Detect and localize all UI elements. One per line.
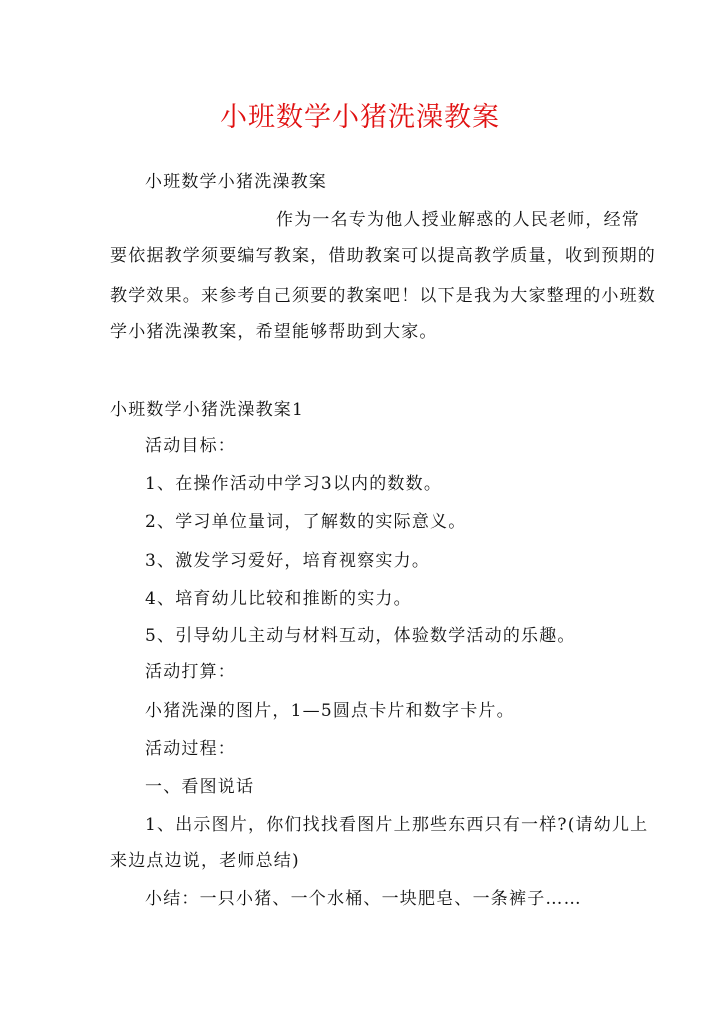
- intro-line-4: 学小猪洗澡教案，希望能够帮助到大家。: [110, 322, 438, 342]
- paragraph-line: 3、激发学习爱好，培育视察实力。: [145, 551, 431, 571]
- paragraph-line: 1、在操作活动中学习3以内的数数。: [145, 474, 443, 494]
- document-title: 小班数学小猪洗澡教案: [220, 102, 500, 133]
- paragraph-line: 2、学习单位量词，了解数的实际意义。: [145, 512, 467, 532]
- paragraph-line: 5、引导幼儿主动与材料互动，体验数学活动的乐趣。: [145, 626, 576, 646]
- paragraph-line: 小猪洗澡的图片，1—5圆点卡片和数字卡片。: [145, 701, 515, 721]
- section-heading: 小班数学小猪洗澡教案1: [110, 400, 305, 420]
- paragraph-line: 小结：一只小猪、一个水桶、一块肥皂、一条裤子……: [145, 889, 582, 909]
- intro-line-2: 要依据教学须要编写教案，借助教案可以提高教学质量，收到预期的: [110, 246, 656, 266]
- subtitle-line: 小班数学小猪洗澡教案: [145, 172, 327, 192]
- paragraph-line: 1、出示图片，你们找找看图片上那些东西只有一样?(请幼儿上: [145, 815, 649, 835]
- paragraph-line: 活动目标：: [145, 436, 236, 456]
- paragraph-line: 活动过程：: [145, 739, 236, 759]
- paragraph-line: 一、看图说话: [145, 777, 255, 797]
- paragraph-line: 活动打算：: [145, 662, 236, 682]
- intro-line-3: 教学效果。来参考自己须要的教案吧！以下是我为大家整理的小班数: [110, 286, 656, 306]
- paragraph-line: 4、培育幼儿比较和推断的实力。: [145, 589, 412, 609]
- paragraph-line: 来边点边说，老师总结): [110, 851, 300, 871]
- intro-line-1: 作为一名专为他人授业解惑的人民老师，经常: [276, 210, 640, 230]
